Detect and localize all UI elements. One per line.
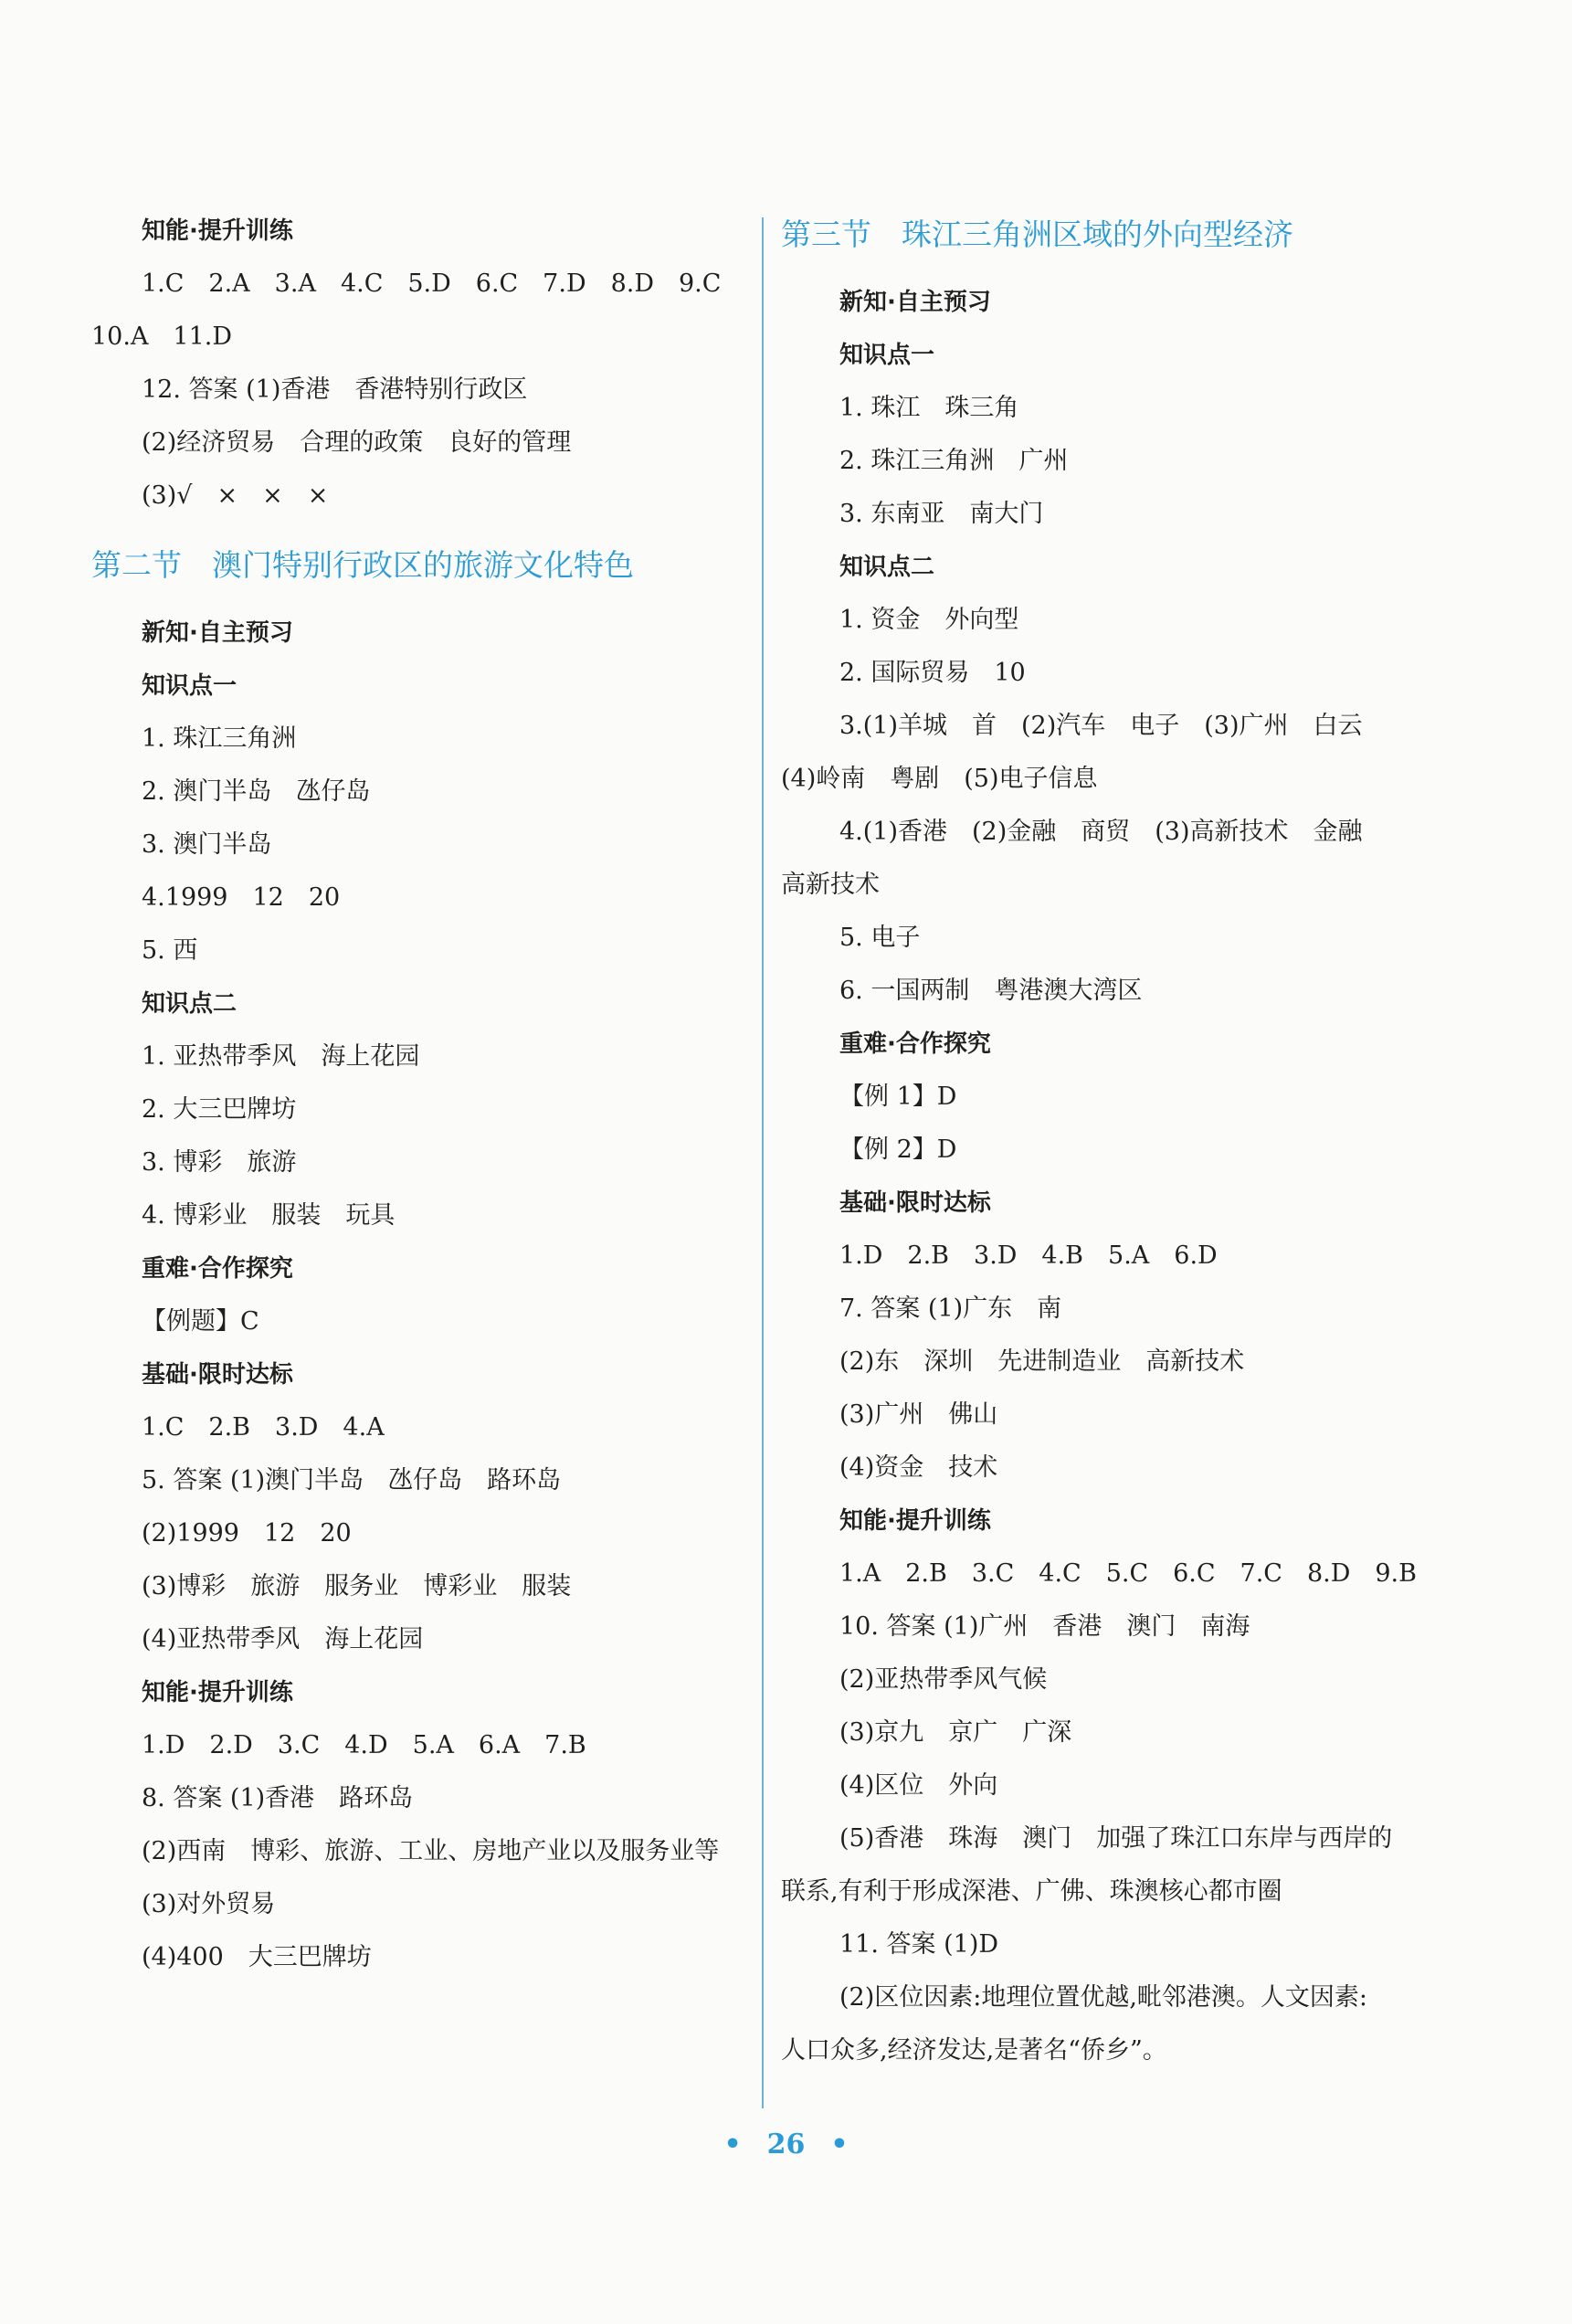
- answer-line: 高新技术: [781, 871, 880, 899]
- answer-line: (3)京九 京广 广深: [839, 1718, 1072, 1747]
- footer-dot-left: •: [723, 2129, 742, 2160]
- answer-line: (2)东 深圳 先进制造业 高新技术: [839, 1347, 1245, 1376]
- answer-line: (3)√ × × ×: [142, 481, 329, 510]
- subsection-label: 基础·限时达标: [142, 1361, 293, 1389]
- answer-line: (4)亚热带季风 海上花园: [142, 1625, 424, 1653]
- subsection-label: 知识点二: [142, 990, 237, 1018]
- subsection-label: 知能·提升训练: [142, 1679, 293, 1706]
- right-column: [781, 205, 1439, 2077]
- answer-line: 【例 1】D: [839, 1083, 957, 1111]
- section-title: 第二节 澳门特别行政区的旅游文化特色: [91, 547, 634, 583]
- answer-line: (5)香港 珠海 澳门 加强了珠江口东岸与西岸的: [839, 1824, 1393, 1853]
- answer-line: 1.A 2.B 3.C 4.C 5.C 6.C 7.C 8.D 9.B: [839, 1559, 1417, 1588]
- answer-line: 2. 澳门半岛 氹仔岛: [142, 777, 371, 806]
- subsection-label: 知识点一: [839, 342, 935, 369]
- answer-line: 2. 国际贸易 10: [839, 659, 1026, 687]
- answer-line: 1. 珠江 珠三角: [839, 394, 1019, 422]
- answer-line: 【例 2】D: [839, 1136, 957, 1164]
- column-divider: [762, 217, 764, 2108]
- answer-line: 10.A 11.D: [91, 322, 233, 351]
- answer-line: 1.D 2.B 3.D 4.B 5.A 6.D: [839, 1241, 1218, 1270]
- answer-line: 人口众多,经济发达,是著名“侨乡”。: [781, 2036, 1167, 2065]
- answer-line: 2. 大三巴牌坊: [142, 1095, 297, 1124]
- answer-line: 1. 资金 外向型: [839, 606, 1019, 634]
- answer-line: 3.(1)羊城 首 (2)汽车 电子 (3)广州 白云: [839, 712, 1363, 740]
- answer-line: 11. 答案 (1)D: [839, 1930, 998, 1959]
- answer-line: 4. 博彩业 服装 玩具: [142, 1201, 396, 1230]
- subsection-label: 基础·限时达标: [839, 1189, 991, 1217]
- answer-line: (4)区位 外向: [839, 1771, 998, 1800]
- subsection-label: 新知·自主预习: [839, 289, 991, 316]
- answer-line: 5. 电子: [839, 924, 921, 952]
- answer-line: 4.(1)香港 (2)金融 商贸 (3)高新技术 金融: [839, 818, 1363, 846]
- answer-line: 1.C 2.A 3.A 4.C 5.D 6.C 7.D 8.D 9.C: [142, 269, 722, 298]
- footer-dot-right: •: [830, 2129, 849, 2160]
- answer-line: 3. 东南亚 南大门: [839, 500, 1044, 528]
- answer-line: (2)西南 博彩、旅游、工业、房地产业以及服务业等: [142, 1837, 720, 1865]
- answer-line: (4)岭南 粤剧 (5)电子信息: [781, 765, 1098, 793]
- answer-line: (4)400 大三巴牌坊: [142, 1943, 372, 1971]
- answer-line: (2)1999 12 20: [142, 1519, 352, 1548]
- left-column: [91, 205, 744, 1984]
- subsection-label: 知能·提升训练: [142, 217, 293, 245]
- page-footer: [0, 2129, 1572, 2160]
- answer-line: (4)资金 技术: [839, 1453, 998, 1482]
- answer-line: (3)广州 佛山: [839, 1400, 998, 1429]
- subsection-label: 重难·合作探究: [839, 1030, 991, 1058]
- answer-line: 2. 珠江三角洲 广州: [839, 447, 1069, 475]
- subsection-label: 重难·合作探究: [142, 1255, 293, 1283]
- answer-line: 1. 亚热带季风 海上花园: [142, 1042, 420, 1071]
- answer-line: (2)亚热带季风气候: [839, 1665, 1048, 1694]
- answer-line: 7. 答案 (1)广东 南: [839, 1294, 1062, 1323]
- answer-line: 12. 答案 (1)香港 香港特别行政区: [142, 375, 528, 404]
- answer-line: 4.1999 12 20: [142, 883, 341, 912]
- answer-line: (2)经济贸易 合理的政策 良好的管理: [142, 428, 572, 457]
- subsection-label: 知能·提升训练: [839, 1507, 991, 1535]
- answer-line: 1. 珠江三角洲: [142, 724, 297, 753]
- page-number: 26: [766, 2129, 806, 2160]
- answer-line: (2)区位因素:地理位置优越,毗邻港澳。人文因素:: [839, 1983, 1368, 2012]
- answer-line: 5. 西: [142, 936, 198, 965]
- answer-line: 3. 澳门半岛: [142, 830, 272, 859]
- subsection-label: 知识点二: [839, 554, 935, 581]
- answer-line: (3)对外贸易: [142, 1890, 276, 1918]
- answer-line: 5. 答案 (1)澳门半岛 氹仔岛 路环岛: [142, 1466, 562, 1495]
- answer-line: (3)博彩 旅游 服务业 博彩业 服装: [142, 1572, 572, 1600]
- answer-line: 联系,有利于形成深港、广佛、珠澳核心都市圈: [781, 1877, 1282, 1906]
- subsection-label: 知识点一: [142, 672, 237, 700]
- answer-line: 10. 答案 (1)广州 香港 澳门 南海: [839, 1612, 1250, 1641]
- answer-line: 8. 答案 (1)香港 路环岛: [142, 1784, 414, 1812]
- answer-line: 【例题】C: [142, 1307, 259, 1336]
- answer-line: 3. 博彩 旅游: [142, 1148, 297, 1177]
- answer-line: 6. 一国两制 粤港澳大湾区: [839, 977, 1143, 1005]
- section-title: 第三节 珠江三角洲区域的外向型经济: [781, 217, 1293, 252]
- subsection-label: 新知·自主预习: [142, 619, 293, 647]
- answer-line: 1.D 2.D 3.C 4.D 5.A 6.A 7.B: [142, 1731, 586, 1759]
- answer-line: 1.C 2.B 3.D 4.A: [142, 1413, 385, 1442]
